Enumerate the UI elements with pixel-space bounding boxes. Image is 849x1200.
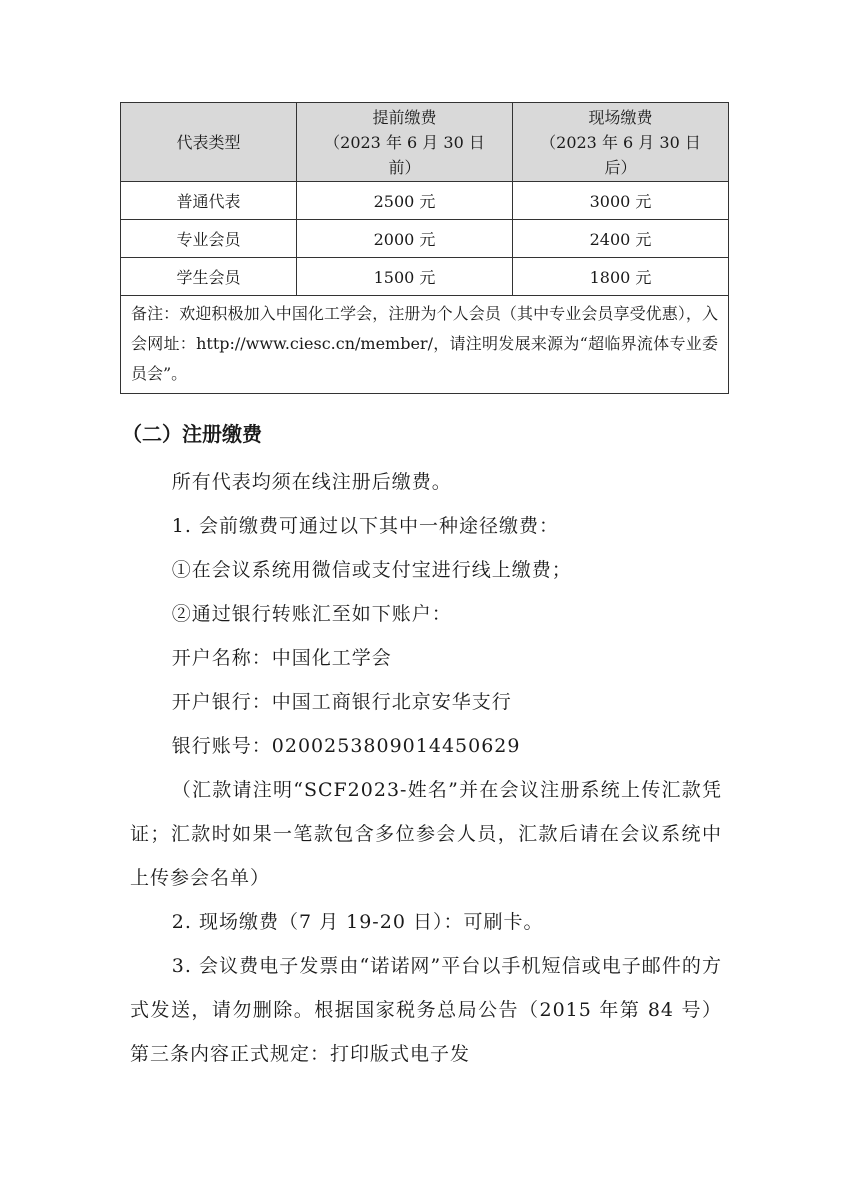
paragraph: 开户名称：中国化工学会 bbox=[171, 647, 392, 669]
header-early-line-3: 前） bbox=[388, 157, 421, 177]
paragraph: 2. 现场缴费（7 月 19-20 日）：可刷卡。 bbox=[171, 911, 544, 933]
cell-early: 2000 元 bbox=[297, 220, 513, 258]
header-early-line-1: 提前缴费 bbox=[372, 107, 437, 127]
header-onsite-line-3: 后） bbox=[604, 157, 637, 177]
fee-table-header-row bbox=[121, 103, 729, 182]
table-row bbox=[121, 182, 729, 220]
header-type bbox=[121, 103, 297, 182]
cell-early: 1500 元 bbox=[297, 258, 513, 296]
table-note-row bbox=[121, 296, 729, 394]
paragraph: （汇款请注明“SCF2023-姓名”并在会议注册系统上传汇款凭证；汇款时如果一笔款包含多位参会人员，汇款后请在会议系统中上传参会名单） bbox=[130, 779, 722, 889]
table-note: 备注：欢迎积极加入中国化工学会，注册为个人会员（其中专业会员享受优惠），入会网址：http://www.ciesc.cn/member/，请注明发展来源为“超临界流体专业委员会”。 bbox=[121, 296, 729, 394]
header-onsite-line-2: （2023 年 6 月 30 日 bbox=[540, 132, 701, 152]
paragraph: 银行账号：0200253809014450629 bbox=[171, 735, 521, 757]
table-row bbox=[121, 258, 729, 296]
header-type-line-1: 代表类型 bbox=[176, 132, 241, 152]
cell-early: 2500 元 bbox=[297, 182, 513, 220]
header-onsite-line-1: 现场缴费 bbox=[588, 107, 653, 127]
cell-onsite: 2400 元 bbox=[513, 220, 729, 258]
paragraph: 开户银行：中国工商银行北京安华支行 bbox=[171, 691, 512, 713]
paragraph: 3. 会议费电子发票由“诺诺网”平台以手机短信或电子邮件的方式发送，请勿删除。根据国家税务总局公告（2015 年第 84 号）第三条内容正式规定：打印版式电子发 bbox=[130, 955, 722, 1065]
section-content bbox=[130, 460, 722, 1076]
paragraph: 所有代表均须在线注册后缴费。 bbox=[171, 471, 452, 493]
header-early bbox=[297, 103, 513, 182]
section-title: （二）注册缴费 bbox=[122, 422, 262, 446]
paragraph: ①在会议系统用微信或支付宝进行线上缴费； bbox=[171, 559, 572, 581]
cell-type: 专业会员 bbox=[121, 220, 297, 258]
cell-type: 普通代表 bbox=[121, 182, 297, 220]
paragraph: 1. 会前缴费可通过以下其中一种途径缴费： bbox=[171, 515, 559, 537]
cell-onsite: 3000 元 bbox=[513, 182, 729, 220]
fee-table bbox=[120, 102, 729, 394]
header-early-line-2: （2023 年 6 月 30 日 bbox=[324, 132, 485, 152]
cell-onsite: 1800 元 bbox=[513, 258, 729, 296]
cell-type: 学生会员 bbox=[121, 258, 297, 296]
table-row bbox=[121, 220, 729, 258]
paragraph: ②通过银行转账汇至如下账户： bbox=[171, 603, 452, 625]
header-onsite bbox=[513, 103, 729, 182]
